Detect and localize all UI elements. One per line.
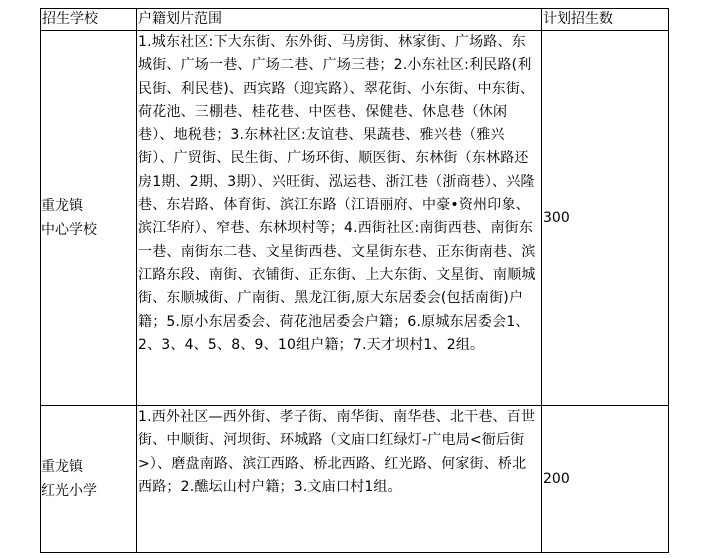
range-text: 1.西外社区—西外街、孝子街、南华街、南华巷、北干巷、百世街、中顺街、河坝街、环城路（文庙口红绿灯-广电局<衙后街>）、磨盘南路、滨江西路、桥北西路、红光路、何家街、桥北西路；2.醮坛山村户籍；3.文庙口村1组。 xyxy=(138,409,536,495)
table-row xyxy=(41,406,669,553)
table-row xyxy=(41,31,669,406)
range-cell xyxy=(137,406,542,553)
header-row xyxy=(41,9,669,31)
school-cell xyxy=(41,406,137,553)
school-name-line2: 中心学校 xyxy=(41,222,97,238)
range-cell xyxy=(137,31,542,406)
range-text: 1.城东社区:下大东街、东外街、马房街、林家街、广场路、东城街、广场一巷、广场二巷、广场三巷；2.小东社区:利民路(利民街、利民巷)、西宾路（迎宾路）、翠花街、小东街、中东街、荷花池、三棚巷、桂花巷、中医巷、保健巷、休息巷（休闲巷）、地税巷；3.东林社区:友谊巷、果蔬巷、雅兴巷（雅兴街）、广贸街、民生街、广场环街、顺医街、东林街（东林路还房1期、2期、3期）、兴旺街、泓运巷、浙江巷（浙商巷）、兴隆巷、东岩路、体育街、滨江东路（江语丽府、中豪•资州印象、滨江华府）、窄巷、东林坝村等；4.西街社区:南街西巷、南街东一巷、南街东二巷、文星街西巷、文星街东巷、正东街南巷、滨江路东段、南街、衣铺街、正东街、上大东街、文星街、南顺城街、东顺城街、广南街、黑龙江街,原大东居委会(包括南街)户籍；5.原小东居委会、荷花池居委会户籍；6.原城东居委会1、2、3、4、5、8、9、10组户籍；7.天才坝村1、2组。 xyxy=(138,34,536,353)
header-range: 户籍划片范围 xyxy=(137,9,542,31)
school-name-line1: 重龙镇 xyxy=(41,198,83,214)
enrollment-table xyxy=(40,8,669,553)
header-school: 招生学校 xyxy=(41,9,137,31)
plan-cell: 300 xyxy=(542,31,669,406)
school-name-line2: 红光小学 xyxy=(41,483,97,499)
school-name-line1: 重龙镇 xyxy=(41,459,83,475)
header-plan: 计划招生数 xyxy=(542,9,669,31)
school-cell xyxy=(41,31,137,406)
plan-cell: 200 xyxy=(542,406,669,553)
